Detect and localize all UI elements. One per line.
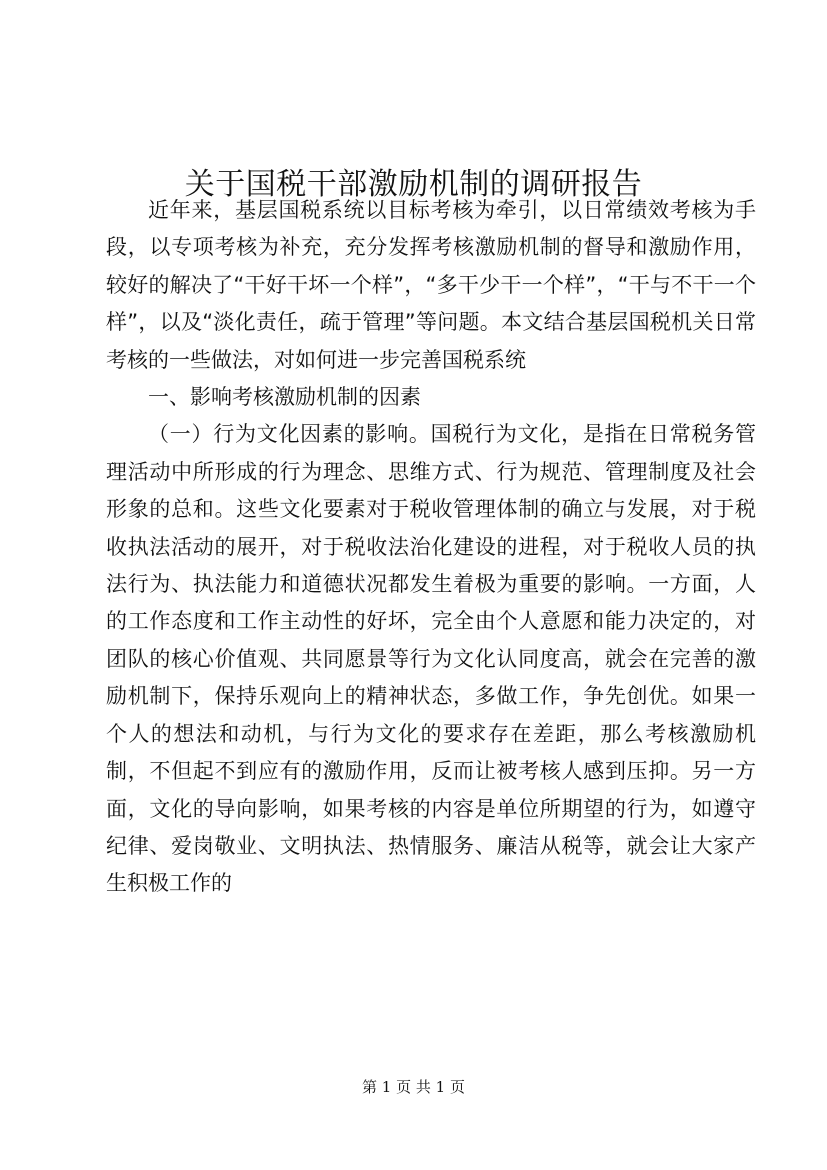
section-heading: 一、影响考核激励机制的因素 (148, 385, 421, 410)
subsection-paragraph: （一）行为文化因素的影响。国税行为文化，是指在日常税务管理活动中所形成的行为理念、思维方式、行为规范、管理制度及社会形象的总和。这些文化要素对于税收管理体制的确立与发展，对于税收执法活动的展开，对于税收法治化建设的进程，对于税收人员的执法行为、执法能力和道德状况都发生着极为重要的影响。一方面，人的工作态度和工作主动性的好坏，完全由个人意愿和能力决定的，对团队的核心价值观、共同愿景等行为文化认同度高，就会在完善的激励机制下，保持乐观向上的精神状态，多做工作，争先创优。如果一个人的想法和动机，与行为文化的要求存在差距，那么考核激励机制，不但起不到应有的激励作用，反而让被考核人感到压抑。另一方面，文化的导向影响，如果考核的内容是单位所期望的行为，如遵守纪律、爱岗敬业、文明执法、热情服务、廉洁从税等，就会让大家产生积极工作的 (106, 422, 756, 896)
intro-paragraph: 近年来，基层国税系统以目标考核为牵引，以日常绩效考核为手段，以专项考核为补充，充分发挥考核激励机制的督导和激励作用，较好的解决了“干好干坏一个样”，“多干少干一个样”，“干与不干一个样”，以及“淡化责任，疏于管理”等问题。本文结合基层国税机关日常考核的一些做法，对如何进一步完善国税系统 (106, 198, 756, 372)
page-footer: 第 1 页 共 1 页 (362, 1078, 465, 1096)
document-title: 关于国税干部激励机制的调研报告 (184, 167, 643, 203)
document-body (106, 192, 756, 903)
